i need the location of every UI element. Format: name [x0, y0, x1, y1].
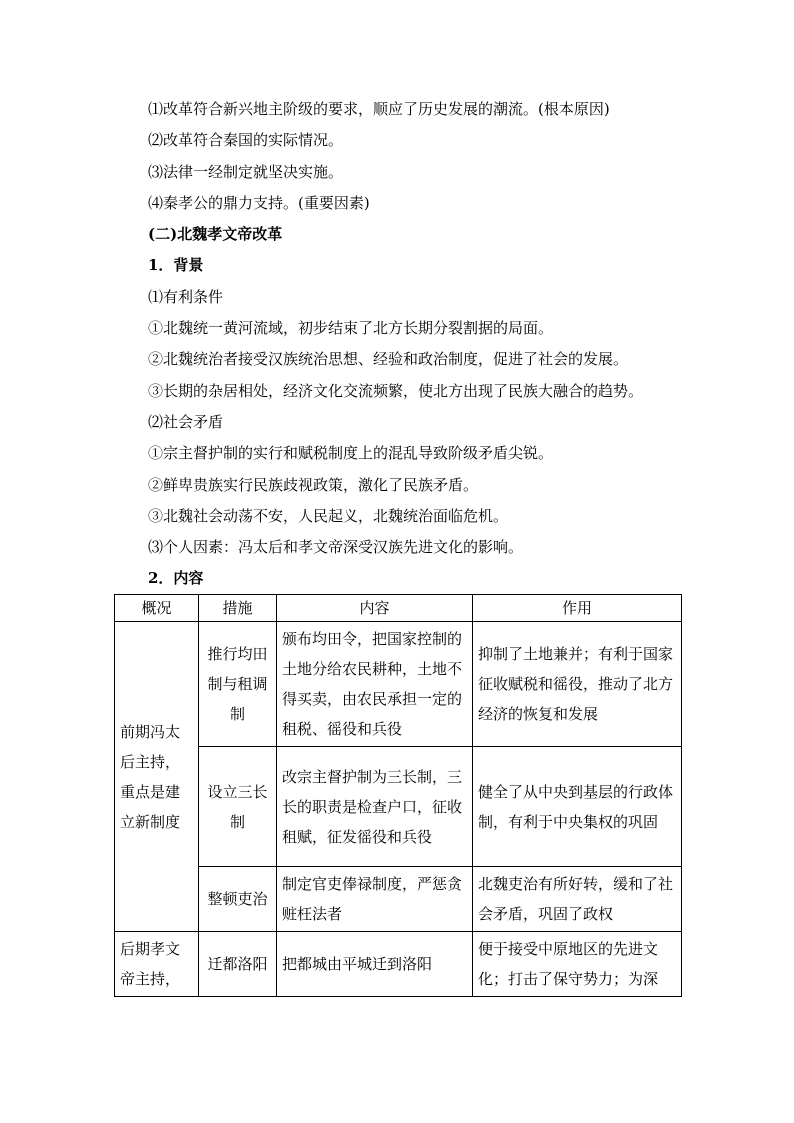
subsection-heading: 1．背景 — [148, 256, 204, 275]
text-line: ⑴改革符合新兴地主阶级的要求，顺应了历史发展的潮流。(根本原因) — [148, 100, 610, 118]
content-cell: 制定官吏俸禄制度，严惩贪赃枉法者 — [277, 867, 473, 932]
measure-cell: 设立三长制 — [199, 747, 277, 867]
measure-cell: 迁都洛阳 — [199, 932, 277, 997]
table-row — [115, 932, 682, 997]
content-cell: 把都城由平城迁到洛阳 — [277, 932, 473, 997]
subsection-heading: 2．内容 — [148, 569, 204, 588]
content-cell: 改宗主督护制为三长制，三长的职责是检查户口，征收租赋，征发徭役和兵役 — [277, 747, 473, 867]
text-line: ⑵社会矛盾 — [148, 412, 224, 431]
section-heading: (二)北魏孝文帝改革 — [148, 225, 283, 244]
text-line: ①宗主督护制的实行和赋税制度上的混乱导致阶级矛盾尖锐。 — [148, 444, 554, 463]
effect-cell: 北魏吏治有所好转，缓和了社会矛盾，巩固了政权 — [473, 867, 682, 932]
measure-cell: 推行均田制与租调制 — [199, 622, 277, 747]
table-header-row — [115, 595, 682, 622]
table-row — [115, 867, 682, 932]
header-overview: 概况 — [115, 595, 199, 622]
reform-content-table — [114, 594, 682, 997]
text-line: ②北魏统治者接受汉族统治思想、经验和政治制度，促进了社会的发展。 — [148, 350, 629, 369]
table-row — [115, 622, 682, 747]
measure-cell: 整顿吏治 — [199, 867, 277, 932]
text-line: ⑷秦孝公的鼎力支持。(重要因素) — [148, 193, 370, 212]
text-line: ⑴有利条件 — [148, 287, 224, 306]
effect-cell: 便于接受中原地区的先进文化；打击了保守势力；为深 — [473, 932, 682, 997]
text-body — [148, 94, 688, 595]
group-label-early: 前期冯太后主持，重点是建立新制度 — [115, 622, 199, 932]
text-line: ②鲜卑贵族实行民族歧视政策，激化了民族矛盾。 — [148, 475, 479, 494]
text-line: ③北魏社会动荡不安，人民起义，北魏统治面临危机。 — [148, 506, 509, 525]
text-line: ⑶个人因素：冯太后和孝文帝深受汉族先进文化的影响。 — [148, 538, 524, 557]
group-label-late: 后期孝文帝主持， — [115, 932, 199, 997]
text-line: ⑵改革符合秦国的实际情况。 — [148, 131, 344, 150]
header-effect: 作用 — [473, 595, 682, 622]
header-measure: 措施 — [199, 595, 277, 622]
content-cell: 颁布均田令，把国家控制的土地分给农民耕种，土地不得买卖，由农民承担一定的租税、徭役和兵役 — [277, 622, 473, 747]
text-line: ③长期的杂居相处，经济文化交流频繁，使北方出现了民族大融合的趋势。 — [148, 381, 644, 400]
effect-cell: 健全了从中央到基层的行政体制，有利于中央集权的巩固 — [473, 747, 682, 867]
effect-cell: 抑制了土地兼并；有利于国家征收赋税和徭役，推动了北方经济的恢复和发展 — [473, 622, 682, 747]
header-content: 内容 — [277, 595, 473, 622]
text-line: ⑶法律一经制定就坚决实施。 — [148, 162, 344, 181]
text-line: ①北魏统一黄河流域，初步结束了北方长期分裂割据的局面。 — [148, 319, 554, 338]
table-row — [115, 747, 682, 867]
